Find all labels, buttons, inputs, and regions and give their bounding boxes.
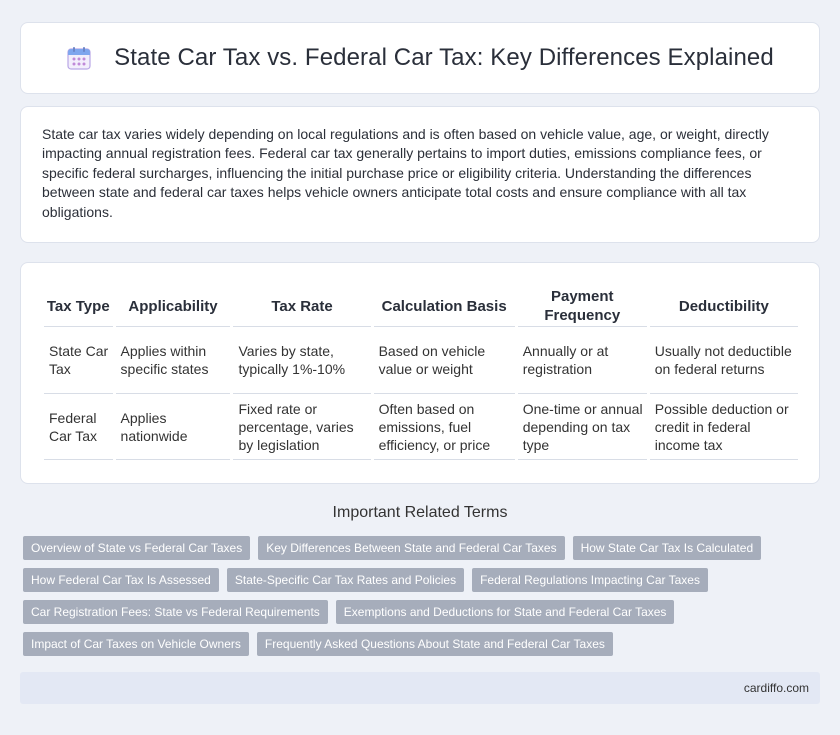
- table-cell: Based on vehicle value or weight: [374, 327, 515, 394]
- table-cell: Applies nationwide: [116, 394, 231, 460]
- intro-text: State car tax varies widely depending on local regulations and is often based on vehicle value, age, or weight, directly impacting annual registration fees. Federal car tax generally pertains to import duties, emissions compliance fees, or specific federal surcharges, influencing the initial purchase price or eligibility criteria. Understanding the differences between state and federal car taxes helps vehicle owners anticipate total costs and ensure compliance with all tax obligations.: [42, 126, 769, 220]
- tag-row: [23, 568, 813, 592]
- table-cell: State Car Tax: [44, 327, 113, 394]
- table-cell: Fixed rate or percentage, varies by legislation: [233, 394, 370, 460]
- related-term-link[interactable]: Key Differences Between State and Federal Car Taxes: [258, 536, 564, 560]
- intro-card: [20, 106, 820, 243]
- comparison-table-card: [20, 262, 820, 484]
- column-header: Applicability: [116, 286, 231, 327]
- table-cell: Varies by state, typically 1%-10%: [233, 327, 370, 394]
- related-term-link[interactable]: How State Car Tax Is Calculated: [573, 536, 762, 560]
- calendar-icon: [66, 45, 92, 71]
- column-header: Payment Frequency: [518, 286, 647, 327]
- related-term-link[interactable]: Impact of Car Taxes on Vehicle Owners: [23, 632, 249, 656]
- table-cell: One-time or annual depending on tax type: [518, 394, 647, 460]
- related-term-link[interactable]: Federal Regulations Impacting Car Taxes: [472, 568, 708, 592]
- related-term-link[interactable]: Frequently Asked Questions About State and Federal Car Taxes: [257, 632, 613, 656]
- table-cell: Federal Car Tax: [44, 394, 113, 460]
- tag-row: [23, 600, 813, 624]
- table-header-row: [44, 286, 798, 327]
- column-header: Tax Type: [44, 286, 113, 327]
- column-header: Tax Rate: [233, 286, 370, 327]
- table-cell: Possible deduction or credit in federal income tax: [650, 394, 798, 460]
- related-term-link[interactable]: Car Registration Fees: State vs Federal Requirements: [23, 600, 328, 624]
- column-header: Deductibility: [650, 286, 798, 327]
- related-term-link[interactable]: Overview of State vs Federal Car Taxes: [23, 536, 250, 560]
- table-row: [44, 394, 798, 460]
- table-row: [44, 327, 798, 394]
- footer: [20, 672, 820, 704]
- site-name[interactable]: cardiffo.com: [743, 681, 809, 695]
- related-term-link[interactable]: State-Specific Car Tax Rates and Policies: [227, 568, 464, 592]
- page-title: State Car Tax vs. Federal Car Tax: Key Differences Explained: [114, 44, 774, 71]
- title-card: [20, 22, 820, 94]
- table-cell: Annually or at registration: [518, 327, 647, 394]
- table-cell: Applies within specific states: [116, 327, 231, 394]
- table-cell: Usually not deductible on federal returns: [650, 327, 798, 394]
- related-terms-title: Important Related Terms: [332, 504, 508, 521]
- related-term-link[interactable]: Exemptions and Deductions for State and Federal Car Taxes: [336, 600, 675, 624]
- column-header: Calculation Basis: [374, 286, 515, 327]
- tag-row: [23, 536, 813, 560]
- table-cell: Often based on emissions, fuel efficiency, or price: [374, 394, 515, 460]
- related-terms-tags: [23, 536, 813, 664]
- tag-row: [23, 632, 813, 656]
- related-term-link[interactable]: How Federal Car Tax Is Assessed: [23, 568, 219, 592]
- comparison-table: [41, 286, 801, 460]
